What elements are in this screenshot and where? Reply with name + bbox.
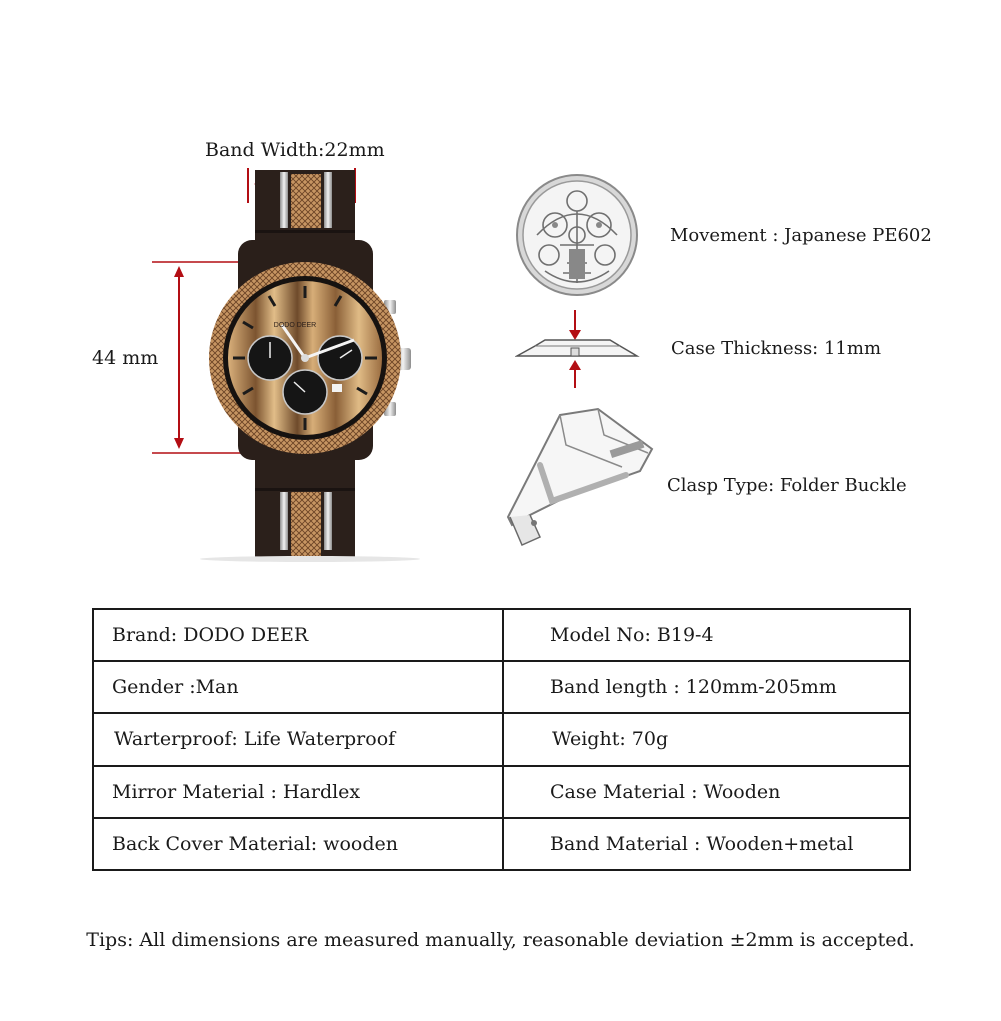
spec-table <box>92 608 911 871</box>
spec-band-material: Band Material : Wooden+metal <box>503 818 910 870</box>
table-row <box>93 609 910 661</box>
case-thickness-label: Case Thickness: 11mm <box>671 338 882 359</box>
spec-back-cover-material: Back Cover Material: wooden <box>93 818 503 870</box>
watch-image <box>200 170 435 562</box>
tips-text: Tips: All dimensions are measured manually, reasonable deviation ±2mm is accepted. <box>86 929 915 951</box>
spec-gender: Gender :Man <box>93 661 503 713</box>
spec-weight: Weight: 70g <box>503 713 910 765</box>
spec-band-length: Band length : 120mm-205mm <box>503 661 910 713</box>
movement-icon <box>515 173 640 298</box>
case-thickness-icon <box>515 308 640 392</box>
dial-brand-text: DODO DEER <box>273 322 317 329</box>
band-width-label: Band Width:22mm <box>205 139 385 161</box>
spec-model: Model No: B19-4 <box>503 609 910 661</box>
movement-label: Movement : Japanese PE602 <box>670 225 932 246</box>
spec-waterproof: Warterproof: Life Waterproof <box>93 713 503 765</box>
spec-mirror-material: Mirror Material : Hardlex <box>93 766 503 818</box>
spec-brand: Brand: DODO DEER <box>93 609 503 661</box>
table-row <box>93 661 910 713</box>
folder-buckle-icon <box>500 405 660 550</box>
table-row <box>93 766 910 818</box>
table-row <box>93 713 910 765</box>
clasp-type-label: Clasp Type: Folder Buckle <box>667 475 907 496</box>
case-size-label: 44 mm <box>92 347 159 369</box>
table-row <box>93 818 910 870</box>
spec-case-material: Case Material : Wooden <box>503 766 910 818</box>
